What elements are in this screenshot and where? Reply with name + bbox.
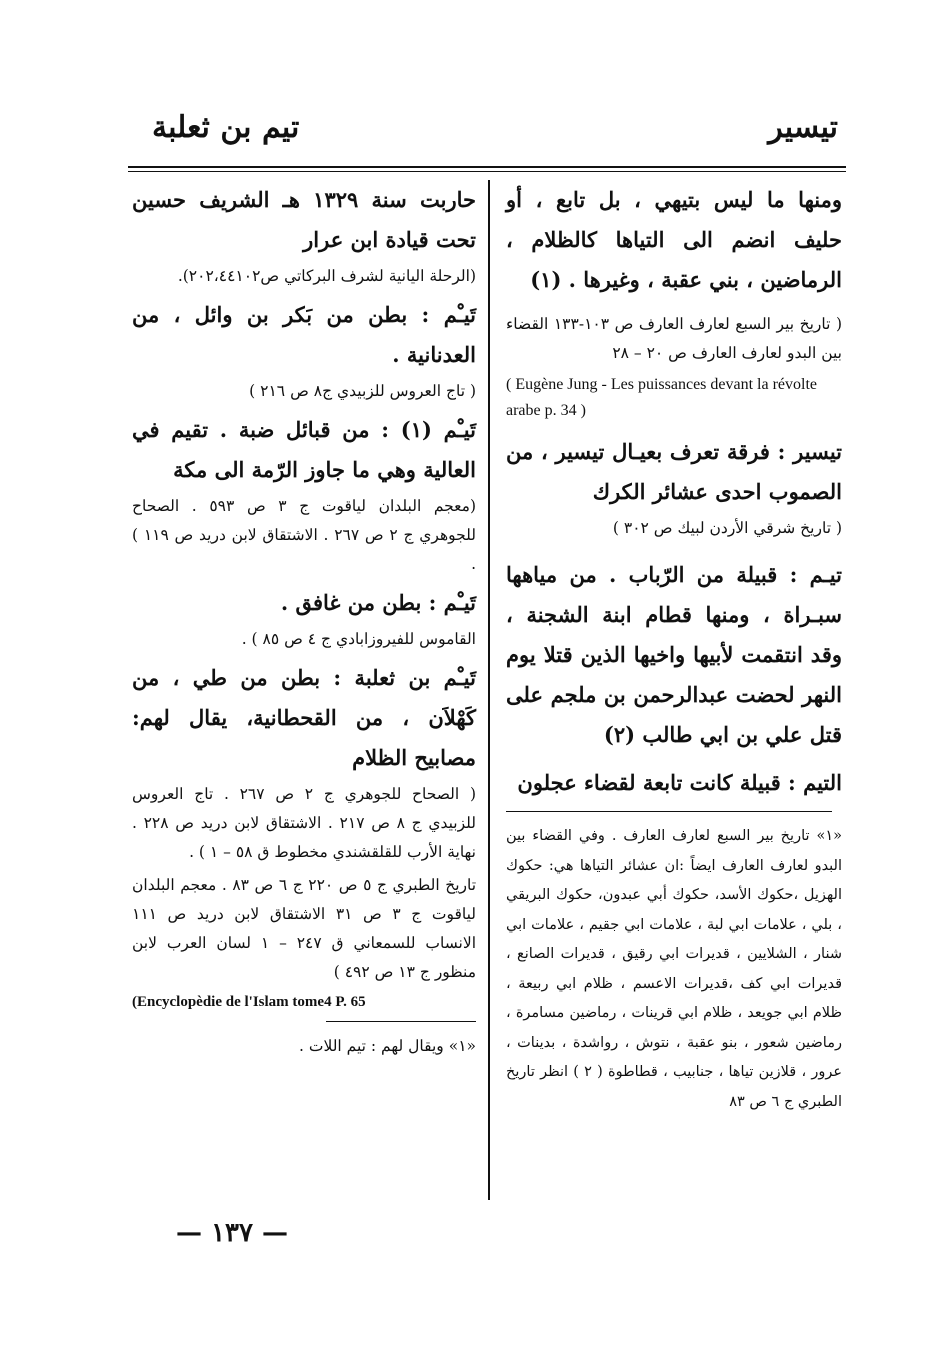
entry-continuation: ومنها ما ليس بتيهي ، بل تابع ، أو حليف انضم الى التياها كالظلام ، الرماضين ، بني عقبة ، وغيرها . (١) bbox=[506, 187, 842, 292]
header-rule bbox=[128, 166, 846, 168]
footnote-rule bbox=[326, 1021, 476, 1022]
entry-taysir: تيسير : فرقة تعرف بعيـال تيسير ، من الصموب احدى عشائر الكرك bbox=[506, 439, 842, 504]
footnote: «١» ويقال لهم : تيم اللات . bbox=[299, 1037, 476, 1055]
reference-note: (الرحلة اليانية لشرف البركاتي ص٢٠٢،٤٤١٠٢). bbox=[177, 267, 476, 285]
entry-taym-dabba: تَيـْم (١) : من قبائل ضبة . تقيم في العالية وهي ما جاوز الرّمة الى مكة bbox=[132, 417, 476, 482]
reference-note: ( تاريخ شرقي الأردن لبيك ص ٣٠٢ ) bbox=[612, 519, 842, 537]
entry-taym-ribab: تيـم : قبيلة من الرّباب . من مياهها سبـراة ، ومنها قطام ابنة الشجنة ، وقد انتقمت لأبيها واخيها الذين قتلا يوم النهر لحضت عبدالرحمن بن ملجم على قتل علي بن ابي طالب (٢) bbox=[506, 562, 842, 747]
page-number: — ١٣٧ — bbox=[176, 1218, 289, 1248]
reference-note: ( الصحاح للجوهري ج ٢ ص ٢٦٧ . تاج العروس للزبيدي ج ٨ ص ٢١٧ . الاشتقاق لابن دريد ص ٢٢٨ . نهاية الأرب للقلقشندي مخطوط ق ٥٨ – ١ ) . bbox=[132, 785, 477, 861]
entry-taym-ghafiq: تَيـْم : بطن من غافق . bbox=[280, 590, 476, 615]
left-column bbox=[132, 180, 476, 1065]
entry-taym-thalaba: تَيـْم بن ثعلبة : بطن من طي ، من كَهْلاَن ، من القحطانية، يقال لهم: مصابيح الظلام bbox=[132, 665, 476, 770]
reference-note: تاريخ الطبري ج ٥ ص ٢٢٠ ج ٦ ص ٨٣ . معجم البلدان لياقوت ج ٣ ص ٣١ الاشتقاق لابن دريد ص ١١١ الانساب للسمعاني ق ٢٤٧ – ١ لسان العرب لابن منظور ج ١٣ ص ٤٩٢ ) bbox=[132, 876, 477, 981]
reference-note: ( تاريخ بير السبع لعارف العارف ص ١٠٣-١٣٣ القضاء بين البدو لعارف العارف ص ٢٠ – ٢٨ bbox=[506, 315, 843, 362]
entry-al-taym: التيم : قبيلة كانت تابعة لقضاء عجلون bbox=[517, 770, 842, 795]
column-divider bbox=[488, 180, 490, 1200]
reference-note: (معجم البلدان لياقوت ج ٣ ص ٥٩٣ . الصحاح للجوهري ج ٢ ص ٢٦٧ . الاشتقاق لابن دريد ص ١١٩ ) . bbox=[132, 497, 476, 573]
reference-note-latin: (Encyclopèdie de l'Islam tome4 P. 65 bbox=[132, 994, 366, 1010]
running-header-right: تيسير bbox=[768, 110, 838, 145]
reference-note: القاموس للفيروزابادي ج ٤ ص ٨٥ ) . bbox=[241, 630, 476, 648]
right-column bbox=[506, 180, 842, 1117]
reference-note-latin: ( Eugène Jung - Les puissances devant la révolte arabe p. 34 ) bbox=[506, 376, 818, 419]
running-header-left: تيم بن ثعلبة bbox=[152, 110, 300, 145]
entry-continuation: حاربت سنة ١٣٢٩ هـ الشريف حسين تحت قيادة ابن عرار bbox=[132, 187, 476, 252]
footnote: «١» تاريخ بير السبع لعارف العارف . وفي القضاء بين البدو لعارف العارف ايضاً :ان عشائر التياها هي: حكوك الهزيل ،حكوك الأسد، حكوك أبي عبدون، حكوك البريقي ، بلي ، علامات ابي لبة ، علامات ابي جقيم ، علامات ابي شنار ، الشلايين ، قديرات ابي رقيق ، قديرات الصانع ، قديرات ابي كف ،قديرات الاعسم ، ظلام ابي ربيعة ، ظلام ابي جويعد ، ظلام ابي قرينات ، رماضين مسامرة ، رماضين شعور ، بنو عقبة ، نتوش ، رواشدة ، بدينات ، عرور ، قلازين تياها ، جنابيب ، قطاطوة ( ٢ ) انظر تاريخ الطبري ج ٦ ص ٨٣ bbox=[506, 828, 842, 1110]
reference-note: ( تاج العروس للزبيدي ج٨ ص ٢١٦ ) bbox=[249, 382, 476, 400]
entry-taym-bakr: تَيـْم : بطن من بَكر بن وائل ، من العدنانية . bbox=[132, 302, 476, 367]
header-rule-thin bbox=[128, 171, 846, 172]
footnote-rule bbox=[506, 811, 832, 812]
